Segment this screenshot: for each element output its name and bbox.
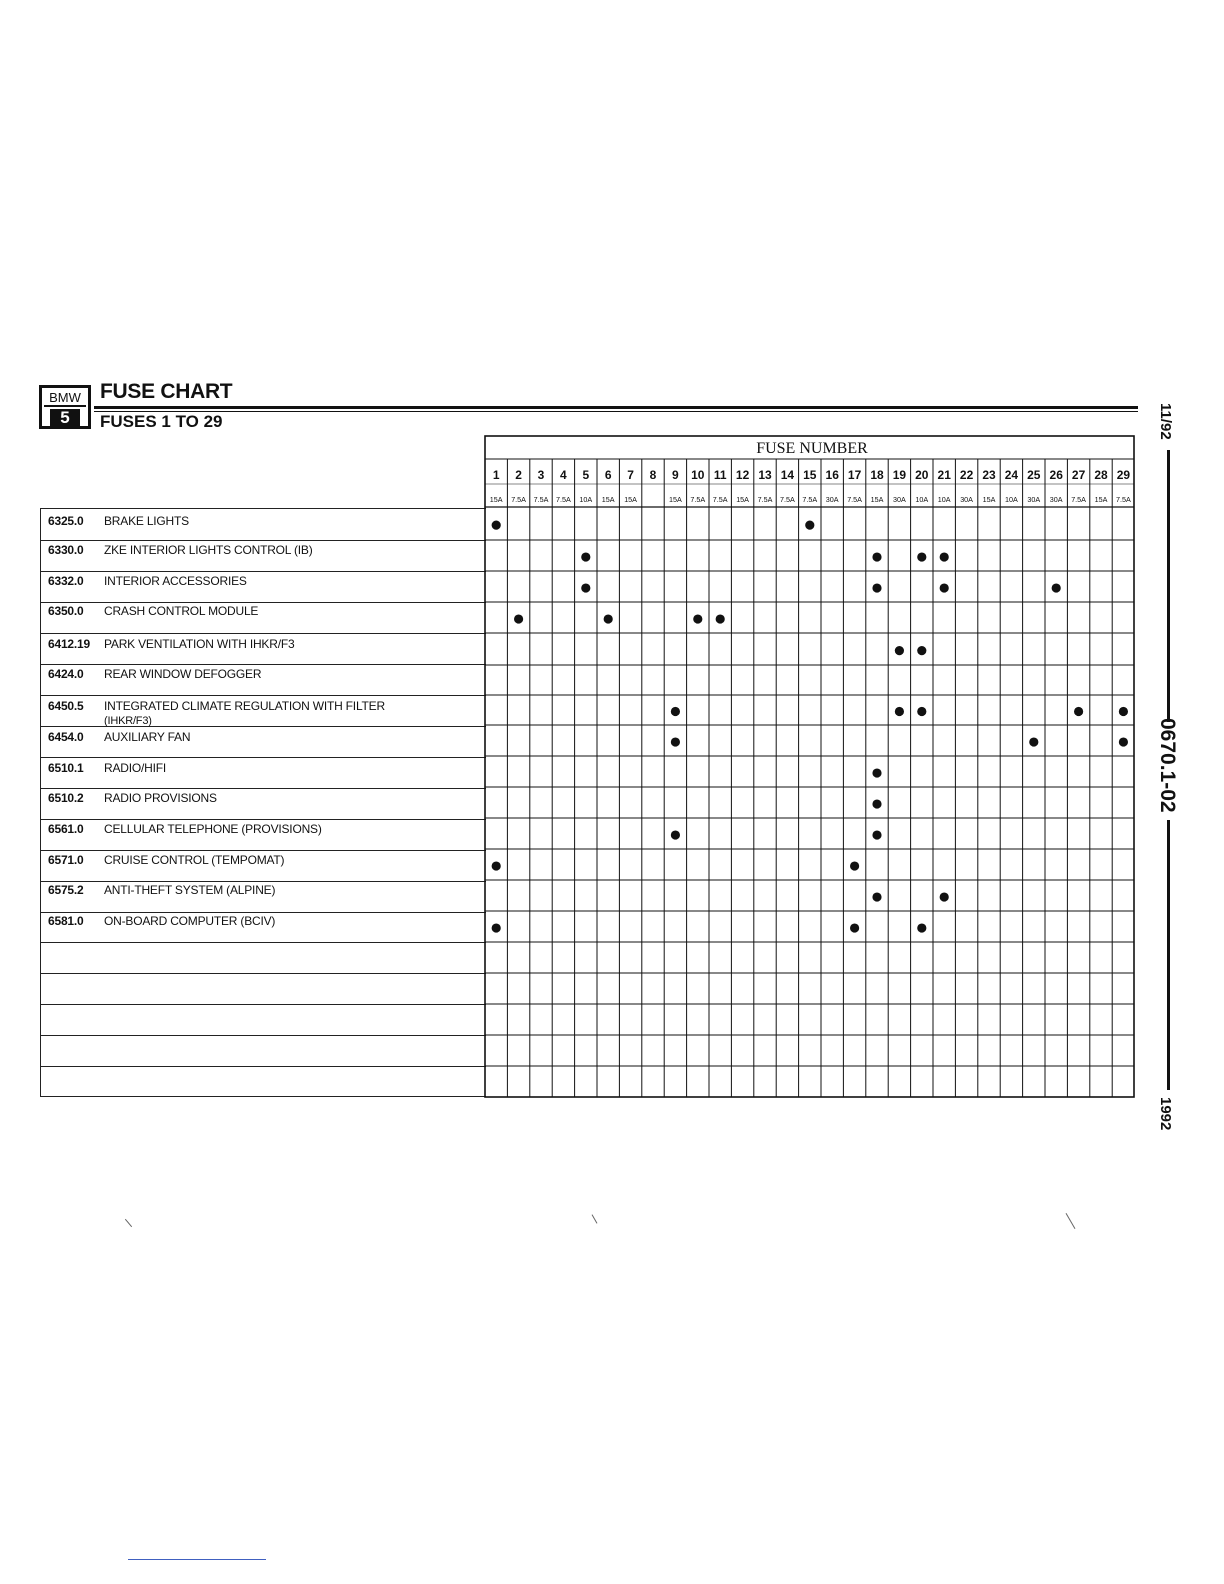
row-code: 6325.0	[48, 514, 84, 528]
fuse-rating: 7.5A	[556, 495, 571, 504]
row-description-text: REAR WINDOW DEFOGGER	[104, 667, 262, 681]
row-description	[104, 730, 190, 744]
label-row-line	[40, 757, 486, 758]
label-row-line	[40, 633, 486, 634]
fuse-number: 13	[758, 468, 772, 482]
scan-mark	[125, 1219, 132, 1227]
row-code: 6510.1	[48, 761, 84, 775]
fuse-rating: 15A	[736, 495, 749, 504]
label-row-line	[40, 1066, 486, 1067]
row-description	[104, 604, 258, 618]
row-description-text: ANTI-THEFT SYSTEM (ALPINE)	[104, 883, 276, 897]
fuse-number: 21	[937, 468, 951, 482]
row-description	[104, 699, 385, 727]
bmw-5-logo	[39, 385, 91, 429]
fuse-rating: 15A	[489, 495, 503, 504]
fuse-number: 4	[560, 468, 567, 482]
row-description	[104, 883, 275, 897]
label-row-line	[40, 602, 486, 603]
fuse-number: 6	[604, 468, 612, 482]
fuse-number: 14	[780, 468, 795, 482]
row-description-text: CRASH CONTROL MODULE	[104, 604, 259, 618]
fuse-number: 1	[492, 468, 500, 482]
fuse-dot	[1119, 707, 1128, 716]
row-description-text: CRUISE CONTROL (TEMPOMAT)	[104, 853, 285, 867]
row-description-text: AUXILIARY FAN	[104, 730, 191, 744]
fuse-number: 28	[1094, 468, 1108, 482]
row-label	[48, 574, 247, 588]
fuse-rating: 7.5A	[1071, 495, 1086, 504]
row-label	[48, 761, 166, 775]
fuse-dot	[872, 892, 881, 901]
fuse-rating: 7.5A	[1116, 495, 1131, 504]
scan-mark	[1066, 1213, 1076, 1229]
logo-brand: BMW	[44, 391, 86, 407]
fuse-dot	[872, 799, 881, 808]
row-code: 6454.0	[48, 730, 84, 744]
row-description-text: RADIO/HIFI	[104, 761, 167, 775]
fuse-grid	[484, 435, 1136, 1099]
row-description	[104, 822, 322, 836]
fuse-dot	[850, 923, 859, 932]
fuse-dot	[581, 552, 590, 561]
fuse-dot	[492, 521, 501, 530]
side-rule-bottom	[1167, 820, 1170, 1090]
fuse-rating: 10A	[1005, 495, 1018, 504]
fuse-grid-svg	[484, 435, 1136, 1099]
row-label	[48, 730, 190, 744]
row-label	[48, 514, 189, 528]
fuse-number: 15	[803, 468, 817, 482]
row-description	[104, 543, 313, 557]
row-description	[104, 637, 294, 651]
logo-model: 5	[50, 409, 79, 426]
fuse-number: 27	[1071, 468, 1086, 482]
side-year: 1992	[1157, 1097, 1174, 1131]
fuse-number: 20	[915, 468, 929, 482]
fuse-rating: 7.5A	[690, 495, 706, 504]
fuse-number: 12	[735, 468, 750, 482]
row-label	[48, 791, 217, 805]
row-description-text: BRAKE LIGHTS	[104, 514, 189, 528]
fuse-rating: 30A	[1027, 495, 1041, 504]
page-subtitle: FUSES 1 TO 29	[100, 412, 223, 431]
row-description	[104, 853, 284, 867]
page-title: FUSE CHART	[100, 380, 233, 403]
fuse-dot	[805, 521, 814, 530]
fuse-number: 29	[1116, 468, 1131, 482]
label-row-line	[40, 1035, 486, 1036]
fuse-number: 8	[649, 468, 657, 482]
fuse-dot	[1052, 583, 1061, 592]
row-description-text-2: (IHKR/F3)	[104, 715, 152, 727]
fuse-dot	[492, 861, 501, 870]
fuse-rating: 15A	[870, 495, 884, 504]
fuse-number: 11	[713, 468, 727, 482]
fuse-number: 2	[515, 468, 522, 482]
fuse-rating: 30A	[1049, 495, 1063, 504]
fuse-dot	[604, 614, 613, 623]
fuse-number: 19	[892, 468, 907, 482]
fuse-dot	[671, 737, 680, 746]
fuse-dot	[872, 768, 881, 777]
fuse-dot	[716, 614, 725, 623]
label-row-line	[40, 695, 486, 696]
label-row-line	[40, 850, 486, 851]
fuse-dot	[940, 892, 949, 901]
fuse-rating: 30A	[960, 495, 973, 504]
fuse-number: 17	[847, 468, 862, 482]
row-label	[48, 637, 294, 651]
title-rule-thin	[94, 411, 1138, 412]
row-code: 6571.0	[48, 853, 84, 867]
row-label	[48, 822, 322, 836]
fuse-dot	[917, 646, 926, 655]
fuse-dot	[581, 583, 590, 592]
fuse-rating: 7.5A	[511, 495, 526, 504]
fuse-rating: 15A	[669, 495, 682, 504]
row-label	[48, 853, 284, 867]
fuse-rating: 7.5A	[847, 495, 862, 504]
fuse-number: 23	[982, 468, 996, 482]
row-description-text: PARK VENTILATION WITH IHKR/F3	[104, 637, 295, 651]
fuse-number: 25	[1027, 468, 1041, 482]
row-description	[104, 761, 166, 775]
fuse-dot	[671, 830, 680, 839]
label-row-line	[40, 973, 486, 974]
label-row-line	[40, 664, 486, 665]
row-code: 6330.0	[48, 543, 84, 557]
fuse-dot	[492, 923, 501, 932]
fuse-rating: 15A	[982, 495, 996, 504]
fuse-dot	[850, 861, 859, 870]
fuse-number: 26	[1049, 468, 1063, 482]
fuse-number: 9	[672, 468, 679, 482]
label-row-line	[40, 571, 486, 572]
row-description	[104, 791, 217, 805]
row-description-text: ZKE INTERIOR LIGHTS CONTROL (IB)	[104, 543, 313, 557]
label-row-line	[40, 942, 486, 943]
row-description-text: CELLULAR TELEPHONE (PROVISIONS)	[104, 822, 322, 836]
fuse-dot	[693, 614, 702, 623]
fuse-dot	[1074, 707, 1083, 716]
fuse-rating: 7.5A	[802, 495, 818, 504]
fuse-dot	[1119, 737, 1128, 746]
row-description	[104, 574, 247, 588]
row-code: 6581.0	[48, 914, 84, 928]
row-code: 6575.2	[48, 883, 84, 897]
label-row-line	[40, 912, 486, 913]
row-description	[104, 514, 189, 528]
fuse-rating: 10A	[937, 495, 951, 504]
row-description-text: RADIO PROVISIONS	[104, 791, 217, 805]
row-code: 6510.2	[48, 791, 84, 805]
fuse-number: 3	[537, 468, 545, 482]
fuse-number: 24	[1004, 468, 1019, 482]
side-rule-top	[1167, 450, 1170, 722]
label-row-line	[40, 881, 486, 882]
row-code: 6561.0	[48, 822, 84, 836]
title-rule	[94, 406, 1138, 409]
fuse-dot	[940, 552, 949, 561]
fuse-rating: 7.5A	[533, 495, 549, 504]
fuse-rating: 7.5A	[757, 495, 773, 504]
fuse-rating: 7.5A	[780, 495, 795, 504]
footer-rule	[128, 1559, 266, 1560]
fuse-rating: 30A	[893, 495, 906, 504]
fuse-rating: 10A	[915, 495, 929, 504]
fuse-dot	[514, 614, 523, 623]
row-label	[48, 604, 258, 618]
fuse-rating: 15A	[624, 495, 637, 504]
fuse-dot	[872, 583, 881, 592]
fuse-dot	[671, 707, 680, 716]
fuse-rating: 30A	[825, 495, 839, 504]
side-date: 11/92	[1157, 403, 1174, 440]
row-description-text: INTEGRATED CLIMATE REGULATION WITH FILTER	[104, 699, 385, 713]
fuse-rating: 15A	[601, 495, 615, 504]
fuse-number: 5	[582, 468, 590, 482]
grid-frame	[485, 436, 1134, 1097]
fuse-dot	[895, 707, 904, 716]
row-description	[104, 914, 275, 928]
fuse-number: 16	[825, 468, 839, 482]
row-description-text: ON-BOARD COMPUTER (BCIV)	[104, 914, 276, 928]
fuse-dot	[895, 646, 904, 655]
row-label	[48, 883, 275, 897]
row-code: 6350.0	[48, 604, 84, 618]
label-row-line	[40, 788, 486, 789]
label-row-line	[40, 540, 486, 541]
fuse-dot	[917, 552, 926, 561]
row-label	[48, 699, 385, 727]
label-row-line	[40, 819, 486, 820]
row-code: 6412.19	[48, 637, 90, 651]
side-doc-number: 0670.1-02	[1156, 718, 1179, 813]
fuse-dot	[872, 830, 881, 839]
fuse-dot	[872, 552, 881, 561]
fuse-number: 10	[691, 468, 705, 482]
group-header: FUSE NUMBER	[756, 440, 868, 457]
row-label	[48, 914, 275, 928]
row-code: 6332.0	[48, 574, 84, 588]
row-code: 6450.5	[48, 699, 84, 713]
fuse-rating: 10A	[579, 495, 593, 504]
label-row-line	[40, 1004, 486, 1005]
row-label	[48, 667, 261, 681]
fuse-dot	[917, 923, 926, 932]
row-code: 6424.0	[48, 667, 84, 681]
fuse-dot	[940, 583, 949, 592]
fuse-dot	[1029, 737, 1038, 746]
scan-mark	[592, 1214, 598, 1223]
fuse-number: 18	[870, 468, 884, 482]
row-label	[48, 543, 313, 557]
fuse-number: 22	[959, 468, 974, 482]
row-description-text: INTERIOR ACCESSORIES	[104, 574, 247, 588]
fuse-number: 7	[627, 468, 634, 482]
fuse-rating: 7.5A	[712, 495, 728, 504]
fuse-dot	[917, 707, 926, 716]
row-description	[104, 667, 261, 681]
fuse-rating: 15A	[1094, 495, 1108, 504]
